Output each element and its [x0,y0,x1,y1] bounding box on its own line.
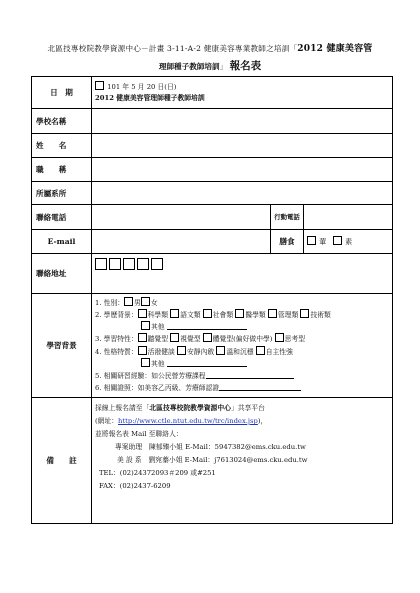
trait-other-line [95,358,389,370]
background-label: 學習背景 [32,294,92,398]
contact-fax: FAX：(02)2437-6209 [99,482,171,490]
item5-text: 5. 相關研習經驗：如公民營芳療課程 [95,371,206,380]
degree-prefix: 2. 學歷背景： [95,310,138,319]
gender-female-label: 女 [150,298,158,307]
gender-male-label: 男 [134,298,141,307]
degree-option-1: 科學類 [147,310,169,319]
style-option-3: 體覺型(偏好做中學) [212,335,273,344]
degree-checkbox-3[interactable] [203,309,212,318]
remarks-line3: 並將報名表 Mail 至聯絡人： [95,430,183,438]
trait-option-1: 活潑健談 [147,347,175,356]
trait-checkbox-2[interactable] [177,346,186,355]
phone-input[interactable] [92,205,271,230]
address-label: 聯絡地址 [32,254,92,294]
date-cell [92,77,393,109]
trait-option-3: 溫和沉穩 [226,347,254,356]
trait-line [95,346,389,358]
postal-code-box-1[interactable] [95,258,107,270]
date-row [32,77,393,109]
style-option-4: 思考型 [284,335,306,344]
dept-label: 所屬系所 [32,182,92,205]
remarks-line1-suffix: 」共享平台 [230,404,265,412]
style-prefix: 3. 學習特性： [95,335,138,344]
trait-option-2: 安靜內斂 [187,347,215,356]
remarks-line2-prefix: (網址： [95,417,119,425]
contact-2: 美 設 系 劉宛蓁小姐 E-Mail：j7613024@ems.cku.edu.tw [117,456,308,464]
remarks-line1-prefix: 採線上報名請至「 [95,404,150,412]
title-line1-text: 北區技專校院教學資源中心－計畫 3-11-A-2 健康美容專業教師之培訓「 [47,44,298,53]
degree-option-6: 技術類 [310,310,331,319]
date-checkbox[interactable] [95,81,104,90]
phone-row [32,205,393,230]
style-option-1: 聽覺型 [147,335,169,344]
title-registration-form: 報名表 [229,60,262,72]
style-line [95,333,389,345]
item6-input[interactable] [219,382,301,391]
school-row [32,109,393,134]
gender-prefix: 1. 性別： [95,298,125,307]
style-checkbox-1[interactable] [138,333,147,342]
degree-other-checkbox[interactable] [141,321,150,330]
date-label: 日 期 [32,77,92,109]
trait-checkbox-4[interactable] [256,346,265,355]
degree-option-4: 醫學類 [245,310,266,319]
postal-code-box-2[interactable] [109,258,121,270]
job-title-input[interactable] [92,158,393,182]
degree-line [95,309,389,321]
meal-meat-checkbox[interactable] [307,236,316,245]
registration-table [31,76,393,524]
trait-other-checkbox[interactable] [141,358,150,367]
email-row [32,230,393,254]
degree-other-label: 其他 [151,323,165,332]
style-checkbox-2[interactable] [170,333,179,342]
degree-checkbox-4[interactable] [235,309,244,318]
form-title [20,40,400,75]
date-event: 2012 健康美容管理師種子教師培訓 [95,94,205,102]
title-line2-suffix: 」 [219,62,228,71]
meal-options [304,230,393,254]
dept-row [32,182,393,205]
remarks-line1 [95,402,389,415]
school-input[interactable] [92,109,393,134]
phone-label: 聯絡電話 [32,205,92,230]
degree-other-line [95,321,389,333]
gender-female-checkbox[interactable] [141,297,150,306]
background-row [32,294,393,398]
name-input[interactable] [92,134,393,158]
postal-code-box-5[interactable] [151,258,163,270]
meal-meat-label: 葷 [319,238,327,246]
remarks-cell [92,398,393,524]
postal-code-box-3[interactable] [123,258,135,270]
degree-checkbox-2[interactable] [170,309,179,318]
title-line2-bold: 理師種子教師培訓 [158,62,220,71]
date-value: 101 年 5 月 20 日(日) [107,82,177,91]
trait-prefix: 4. 性格特質： [95,347,138,356]
postal-code-box-4[interactable] [137,258,149,270]
meal-veg-checkbox[interactable] [333,236,342,245]
degree-option-2: 語文類 [180,310,201,319]
trait-other-label: 其他 [151,359,165,368]
meal-label: 膳食 [271,230,304,254]
degree-option-5: 管理類 [277,310,299,319]
address-input[interactable] [92,254,393,294]
degree-other-input[interactable] [167,321,247,330]
degree-checkbox-1[interactable] [138,309,147,318]
job-title-label: 職 稱 [32,158,92,182]
trait-checkbox-1[interactable] [138,346,147,355]
meal-veg-label: 素 [345,238,353,246]
degree-checkbox-6[interactable] [300,309,309,318]
background-cell [92,294,393,398]
trait-other-input[interactable] [167,358,247,367]
gender-line [95,297,389,309]
remarks-line2 [95,415,389,428]
contact-tel: TEL：(02)24372093＃209 或#251 [99,469,216,477]
style-checkbox-3[interactable] [203,333,212,342]
item6-text: 6. 相關證照：如美容乙丙級、芳療師認證 [95,384,220,393]
job-title-row [32,158,393,182]
school-label: 學校名稱 [32,109,92,134]
trait-option-4: 自主性強 [265,347,293,356]
item5-input[interactable] [206,370,294,379]
title-line1-bold: 2012 健康美容管 [297,44,373,54]
email-input[interactable] [92,230,271,254]
dept-input[interactable] [92,182,393,205]
degree-checkbox-5[interactable] [268,309,277,318]
mobile-input[interactable] [304,205,393,230]
name-row [32,134,393,158]
registration-link[interactable]: http://www.ctle.ntut.edu.tw/trc/index.jsp [118,417,258,425]
item5-line [95,370,389,382]
degree-option-3: 社會類 [212,310,234,319]
remarks-row [32,398,393,524]
trait-checkbox-3[interactable] [216,346,225,355]
remarks-label: 備 註 [32,398,92,524]
item6-line [95,382,389,394]
style-option-2: 視覺型 [180,335,201,344]
name-label: 姓 名 [32,134,92,158]
mobile-label: 行動電話 [271,205,304,230]
email-label: E-mail [32,230,92,254]
address-row [32,254,393,294]
remarks-line2-suffix: )， [257,417,268,425]
contact-1: 專案助理 陳郁臻小姐 E-Mail：5947382@ems.cku.edu.tw [115,443,306,451]
style-checkbox-4[interactable] [275,333,284,342]
gender-male-checkbox[interactable] [124,297,133,306]
resource-center-name: 北區技專校院教學資源中心 [149,404,231,412]
